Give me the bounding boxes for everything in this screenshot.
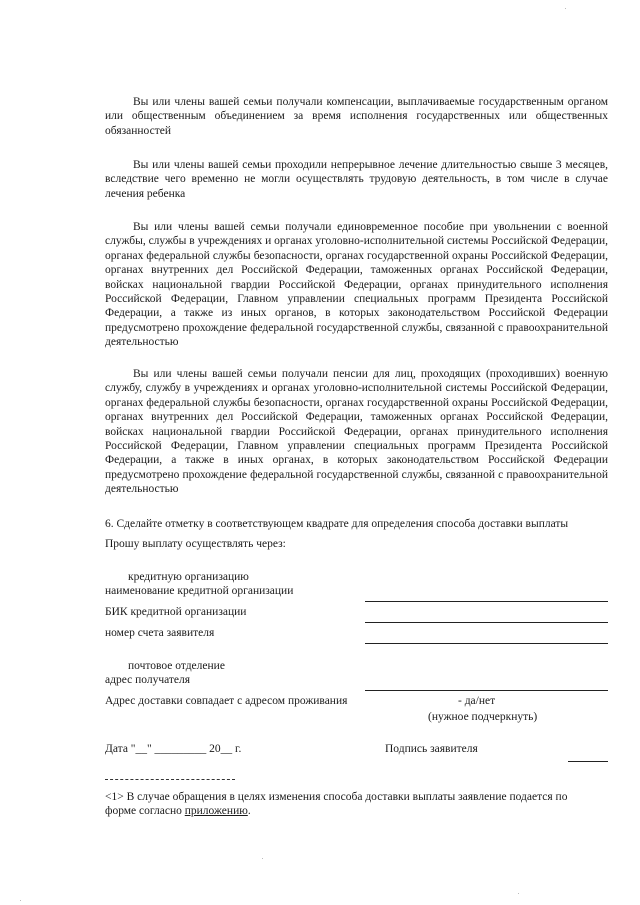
underline-hint: (нужное подчеркнуть) bbox=[428, 711, 538, 723]
paragraph-pension: Вы или члены вашей семьи получали пенсии для лиц, проходящих (проходивших) военную службу, службу в учреждениях и органах уголовно-исполнительной системы Российской Федерации, органах федеральной службы безопасности, органах государственной охраны Российской Федерации, органах внутренних дел Российской Федерации, таможенных органах Российской Федерации, войсках национальной гвардии Российской Федерации, органах принудительного исполнения Российской Федерации, Главном управлении специальных программ Президента Российской Федерации, а также в иных органах, в которых законодательством Российской Федерации предусмотрено прохождение федеральной государственной службы, связанной с правоохранительной деятельностью bbox=[105, 368, 608, 496]
payment-request-label: Прошу выплату осуществлять через: bbox=[105, 538, 286, 550]
recipient-address-field[interactable] bbox=[365, 690, 608, 691]
bik-label: БИК кредитной организации bbox=[105, 606, 247, 618]
section-6-heading: 6. Сделайте отметку в соответствующем квадрате для определения способа доставки выплаты bbox=[105, 518, 569, 530]
address-match-label: Адрес доставки совпадает с адресом проживания bbox=[105, 695, 348, 707]
account-number-label: номер счета заявителя bbox=[105, 627, 215, 639]
footnote-text bbox=[105, 790, 585, 819]
post-office-option[interactable]: почтовое отделение bbox=[128, 660, 225, 672]
recipient-address-label: адрес получателя bbox=[105, 674, 191, 686]
credit-org-name-field[interactable] bbox=[365, 601, 608, 602]
date-field[interactable]: Дата "__" _________ 20__ г. bbox=[105, 743, 242, 755]
bik-field[interactable] bbox=[365, 622, 608, 623]
credit-org-option[interactable]: кредитную организацию bbox=[128, 571, 249, 583]
scan-speck bbox=[565, 8, 566, 9]
applicant-signature-label: Подпись заявителя bbox=[385, 743, 478, 755]
scan-speck bbox=[518, 893, 519, 894]
account-number-field[interactable] bbox=[365, 643, 608, 644]
paragraph-severance: Вы или члены вашей семьи получали единовременное пособие при увольнении с военной службы, службы в учреждениях и органах уголовно-исполнительной системы Российской Федерации, органах федеральной службы безопасности, органах государственной охраны Российской Федерации, органах внутренних дел Российской Федерации, таможенных органах Российской Федерации, войсках национальной гвардии Российской Федерации, органах принудительного исполнения Российской Федерации, Главном управлении специальных программ Президента Российской Федерации, а также из иных органов, в которых законодательством Российской Федерации предусмотрено прохождение федеральной государственной службы, связанной с правоохранительной деятельностью bbox=[105, 221, 608, 349]
scan-speck bbox=[20, 900, 21, 901]
yes-no-choice[interactable]: - да/нет bbox=[458, 695, 496, 707]
scan-speck bbox=[262, 858, 263, 859]
paragraph-compensation: Вы или члены вашей семьи получали компенсации, выплачиваемые государственным органом или общественным объединением за время исполнения государственных или общественных обязанностей bbox=[105, 96, 608, 137]
paragraph-treatment: Вы или члены вашей семьи проходили непрерывное лечение длительностью свыше 3 месяцев, вследствие чего временно не могли осуществлять трудовую деятельность, в том числе в случае лечения ребенка bbox=[105, 159, 608, 200]
footnote-text-before: <1> В случае обращения в целях изменения способа доставки выплаты заявление подается по форме согласно bbox=[105, 791, 568, 818]
appendix-link[interactable]: приложению bbox=[184, 805, 248, 818]
footnote-text-after: . bbox=[247, 805, 251, 818]
credit-org-name-label: наименование кредитной организации bbox=[105, 585, 294, 597]
signature-field[interactable] bbox=[568, 761, 608, 762]
footnote-divider bbox=[105, 779, 235, 780]
